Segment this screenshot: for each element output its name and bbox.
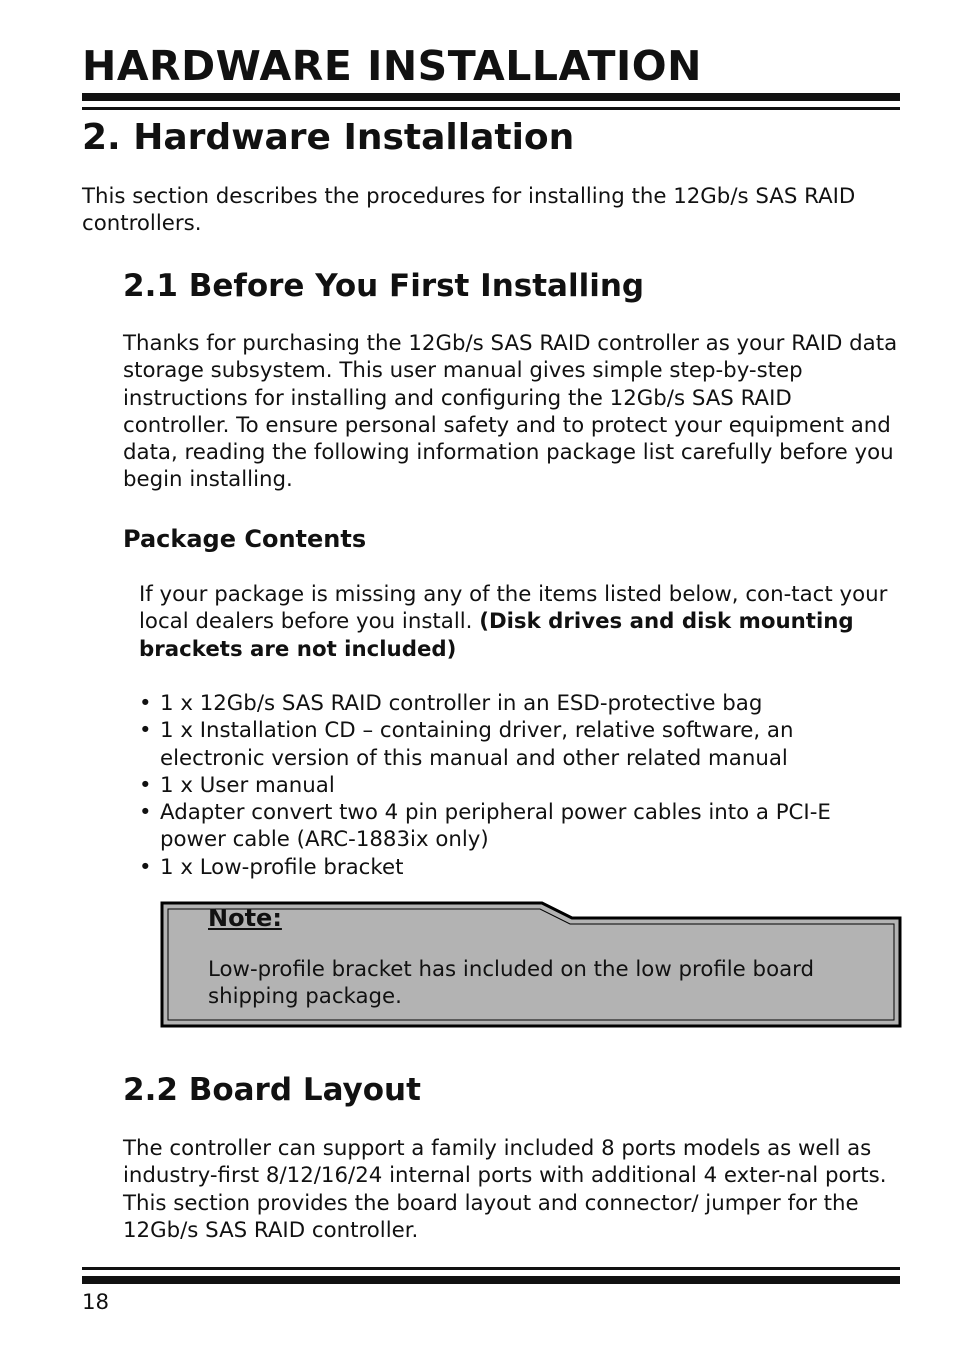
package-contents-intro-text: If your package is missing any of the items listed below, con-tact your local dealers before you install. (139, 582, 888, 635)
list-item-text: 1 x 12Gb/s SAS RAID controller in an ESD-protective bag (160, 691, 763, 716)
bullet-dot: • (139, 718, 152, 744)
page-header: HARDWARE INSTALLATION (82, 42, 702, 90)
header-rule-thick (82, 93, 900, 101)
footer-rule-thick (82, 1276, 900, 1284)
before-install-body: Thanks for purchasing the 12Gb/s SAS RAID controller as your RAID data storage subsystem. This user manual gives simple step-by-step instructions for installing and configuring the 12Gb/s SAS RAID controller. To ensure personal safety and to protect your equipment and data, reading the following information package list carefully before you begin installing. (123, 331, 898, 493)
bullet-dot: • (139, 800, 152, 826)
before-install-title: 2.1 Before You First Installing (123, 268, 645, 304)
bullet-dot: • (139, 854, 152, 880)
note-box (160, 898, 902, 1030)
board-layout-title: 2.2 Board Layout (123, 1072, 421, 1108)
header-rule-thin (82, 107, 900, 110)
package-contents-intro-bold: (Disk drives and disk mounting brackets are not included) (139, 609, 854, 662)
bullet-dot: • (139, 772, 152, 798)
footer-rule-thin (82, 1267, 900, 1270)
section-title: 2. Hardware Installation (82, 117, 575, 158)
list-item (139, 717, 900, 772)
package-contents-title: Package Contents (123, 525, 367, 553)
section-intro: This section describes the procedures for installing the 12Gb/s SAS RAID controllers. (82, 184, 856, 237)
note-text: Low-profile bracket has included on the low profile board shipping package. (208, 957, 815, 1010)
page-number: 18 (82, 1290, 110, 1315)
package-contents-intro (139, 581, 891, 663)
list-item-text: 1 x User manual (160, 772, 335, 798)
list-item (139, 799, 900, 854)
list-item-text: 1 x Installation CD – containing driver, relative software, an electronic version of this manual and other related manual (160, 718, 794, 771)
note-title: Note: (208, 904, 282, 932)
list-item (139, 772, 900, 799)
list-item (139, 690, 900, 717)
list-item (139, 854, 900, 881)
list-item-text: Adapter convert two 4 pin peripheral power cables into a PCI-E power cable (ARC-1883ix only) (160, 800, 831, 853)
bullet-dot: • (139, 691, 152, 716)
package-contents-list (139, 690, 900, 881)
board-layout-body: The controller can support a family included 8 ports models as well as industry-first 8/12/16/24 internal ports with additional 4 exter-nal ports. This section provides the board layout and connector/ jumper for the 12Gb/s SAS RAID controller. (123, 1136, 887, 1243)
list-item-text: 1 x Low-profile bracket (160, 854, 404, 880)
